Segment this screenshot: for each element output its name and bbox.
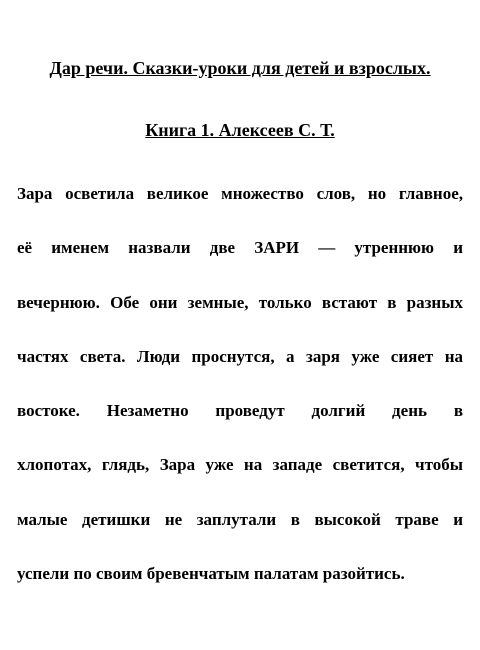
document-subtitle: Книга 1. Алексеев С. Т.	[145, 120, 335, 140]
paragraph-line: успели по своим бревенчатым палатам разойтись.	[17, 564, 405, 584]
paragraph-line: её именем назвали две ЗАРИ — утреннюю и	[17, 238, 463, 258]
paragraph-line: Зара осветила великое множество слов, но главное,	[17, 184, 463, 203]
paragraph-line: востоке. Незаметно проведут долгий день в	[17, 401, 463, 421]
paragraph-line: малые детишки не заплутали в высокой траве и	[17, 509, 463, 529]
body-paragraph	[17, 176, 463, 610]
paragraph-line: хлопотах, глядь, Зара уже на западе светится, чтобы	[17, 455, 463, 475]
paragraph-line: частях света. Люди проснутся, а заря уже сияет на	[17, 346, 463, 366]
document-title: Дар речи. Сказки-уроки для детей и взрослых.	[49, 58, 431, 78]
paragraph-line: вечернюю. Обе они земные, только встают в разных	[17, 292, 463, 312]
